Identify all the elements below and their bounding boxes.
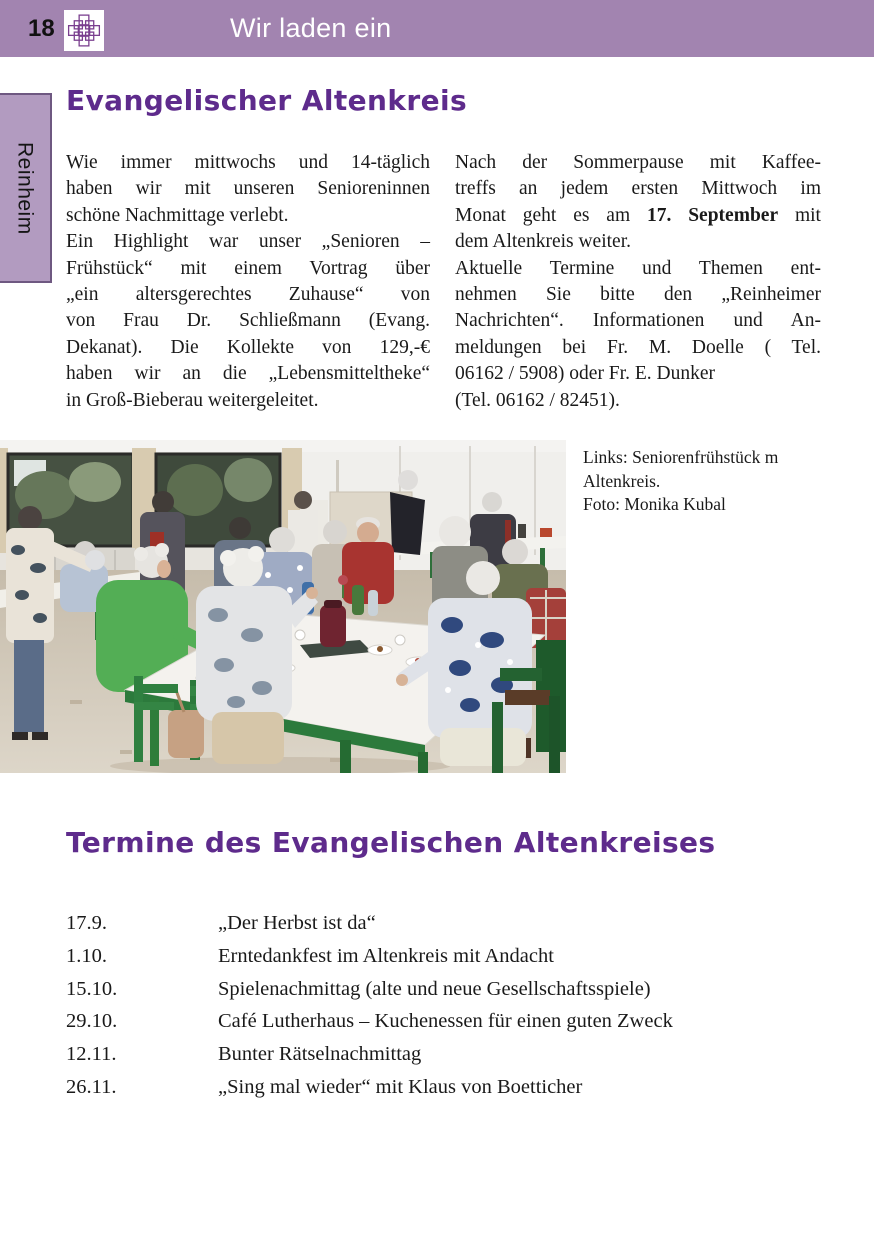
event-row — [66, 1010, 826, 1043]
cross-squares-icon — [67, 13, 101, 48]
event-row — [66, 945, 826, 978]
text-line: in Groß-Bieberau weitergeleitet. — [66, 389, 319, 411]
text-line: Nach der Sommerpause mit Kaffee- — [455, 152, 821, 173]
event-label: Café Lutherhaus – Kuchenessen für einen guten Zweck — [218, 1010, 673, 1033]
event-date: 29.10. — [66, 1010, 118, 1033]
events-list — [66, 912, 826, 1109]
event-label: „Sing mal wieder“ mit Klaus von Boetticher — [218, 1075, 583, 1098]
event-label: Bunter Rätselnachmittag — [218, 1043, 422, 1066]
text-line: schöne Nachmittage verlebt. — [66, 204, 289, 226]
text-line: von Frau Dr. Schließmann (Evang. — [66, 310, 430, 332]
page-number: 18 — [28, 14, 55, 42]
article-title: Evangelischer Altenkreis — [66, 84, 468, 117]
sidebar-tab-label: Reinheim — [13, 141, 37, 235]
event-label: Spielenachmittag (alte und neue Gesellschaftsspiele) — [218, 977, 651, 1000]
events-title: Termine des Evangelischen Altenkreises — [66, 826, 716, 859]
photo-caption-line: Foto: Monika Kubal — [583, 494, 726, 515]
text-line: Wie immer mittwochs und 14-täglich — [66, 152, 430, 173]
text-line: Monat geht es am 17. September mit — [455, 204, 821, 226]
text-line: 06162 / 5908) oder Fr. E. Dunker — [455, 363, 715, 385]
photo-caption-line: Altenkreis. — [583, 470, 661, 491]
text-line: treffs an jedem ersten Mittwoch im — [455, 178, 821, 200]
church-logo — [64, 10, 104, 51]
photo-caption — [583, 446, 863, 517]
article-column-right — [455, 150, 821, 414]
event-row — [66, 978, 826, 1011]
photo-caption-line: Links: Seniorenfrühstück m — [583, 447, 779, 467]
section-title: Wir laden ein — [230, 13, 392, 43]
text-line: haben wir mit unseren Senioreninnen — [66, 178, 430, 200]
event-date: 12.11. — [66, 1043, 117, 1066]
event-row — [66, 1043, 826, 1076]
event-date: 17.9. — [66, 912, 107, 934]
text-line: Nachrichten“. Informationen und An- — [455, 310, 821, 332]
text-line: Ein Highlight war unser „Senioren – — [66, 231, 430, 253]
event-date: 15.10. — [66, 977, 118, 1000]
sidebar-tab-reinheim — [0, 93, 52, 283]
text-line: Dekanat). Die Kollekte von 129,-€ — [66, 336, 430, 358]
event-date: 26.11. — [66, 1075, 117, 1098]
text-line: Frühstück“ mit einem Vortrag über — [66, 257, 430, 279]
event-label: Erntedankfest im Altenkreis mit Andacht — [218, 944, 554, 967]
text-line: meldungen bei Fr. M. Doelle ( Tel. — [455, 336, 821, 358]
event-label: „Der Herbst ist da“ — [218, 912, 376, 934]
article-column-left — [66, 150, 430, 414]
text-line: dem Altenkreis weiter. — [455, 231, 631, 253]
event-date: 1.10. — [66, 944, 107, 967]
page-header-bar — [0, 0, 874, 57]
text-line: (Tel. 06162 / 82451). — [455, 389, 620, 411]
text-line: „ein altersgerechtes Zuhause“ von — [66, 284, 430, 306]
text-line: haben wir an die „Lebensmitteltheke“ — [66, 363, 430, 385]
event-row — [66, 912, 826, 945]
event-row — [66, 1076, 826, 1109]
text-line: nehmen Sie bitte den „Reinheimer — [455, 284, 821, 306]
photo-seniors-breakfast — [0, 440, 566, 773]
text-line: Aktuelle Termine und Themen ent- — [455, 257, 821, 279]
